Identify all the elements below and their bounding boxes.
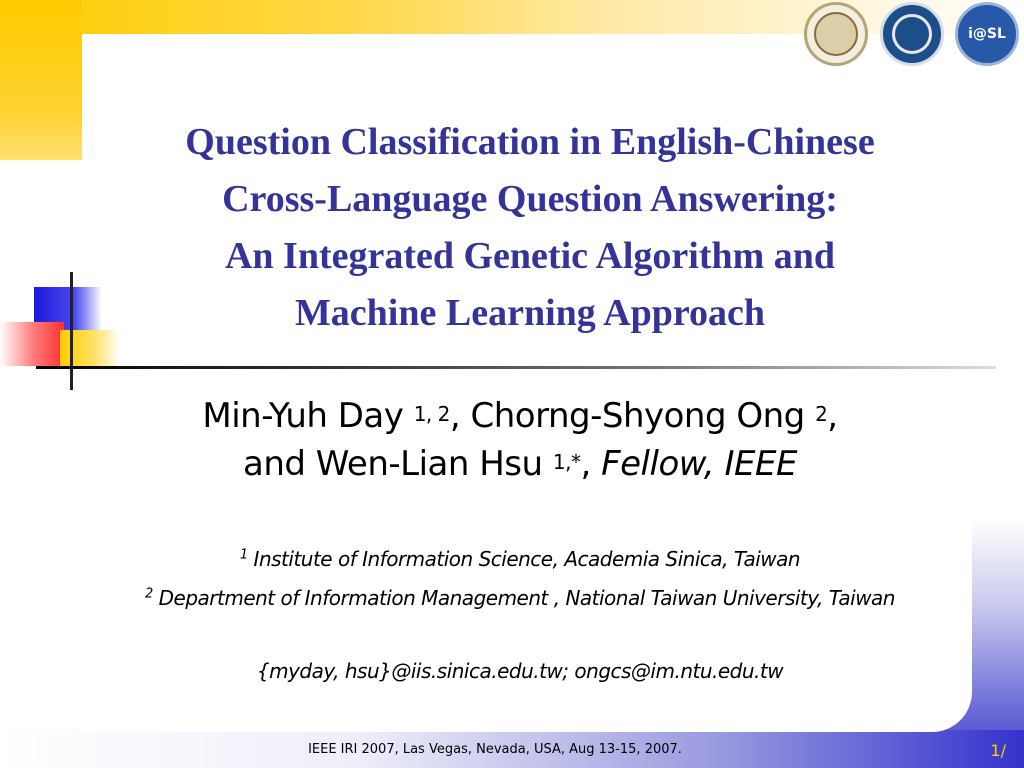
iasl-logo-text: i@SL — [968, 26, 1006, 42]
decoration-vertical-line — [70, 272, 73, 390]
affiliation-1 — [40, 547, 1000, 571]
decoration-red-square — [0, 322, 64, 366]
academia-sinica-seal-icon — [880, 2, 944, 66]
title-line-4: Machine Learning Approach — [294, 292, 766, 334]
iasl-logo-icon — [955, 2, 1019, 66]
author-2-affiliation-marker: 2 — [815, 402, 828, 426]
author-list — [90, 392, 950, 488]
author-3-name: and Wen-Lian Hsu — [243, 444, 543, 484]
author-1-affiliation-marker: 1, 2 — [413, 402, 450, 426]
top-background-band — [0, 0, 1024, 34]
author-emails: {myday, hsu}@iis.sinica.edu.tw; ongcs@im.ntu.edu.tw — [256, 659, 784, 683]
title-divider-line — [36, 366, 996, 369]
title-line-1: Question Classification in English-Chinese — [185, 121, 875, 163]
affiliation-2-text: Department of Information Management , National Taiwan University, Taiwan — [158, 586, 895, 610]
author-line-1: Min-Yuh Day $^{1, 2}$, Chorng-Shyong Ong $^2$, — [202, 396, 838, 436]
author-line-2: and Wen-Lian Hsu $^{1,*}$, Fellow, IEEE — [243, 444, 797, 484]
ntu-seal-icon — [804, 2, 868, 66]
title-line-2: Cross-Language Question Answering: — [222, 178, 838, 220]
author-3-affiliation-marker: 1,* — [552, 450, 581, 474]
author-3-title: Fellow, IEEE — [601, 444, 797, 484]
page-number: 1/ — [990, 741, 1006, 760]
author-1-name: Min-Yuh Day — [202, 396, 404, 436]
affiliation-1-marker: 1 — [239, 547, 248, 563]
slide-footer: IEEE IRI 2007, Las Vegas, Nevada, USA, Aug 13-15, 2007. — [308, 742, 682, 757]
affiliation-2 — [40, 586, 1000, 610]
slide-title — [90, 114, 970, 342]
affiliation-1-text: Institute of Information Science, Academia Sinica, Taiwan — [253, 547, 801, 571]
title-line-3: An Integrated Genetic Algorithm and — [224, 235, 836, 277]
left-background-band — [0, 0, 82, 160]
author-2-name: Chorng-Shyong Ong — [470, 396, 805, 436]
affiliation-2-marker: 2 — [144, 586, 153, 602]
